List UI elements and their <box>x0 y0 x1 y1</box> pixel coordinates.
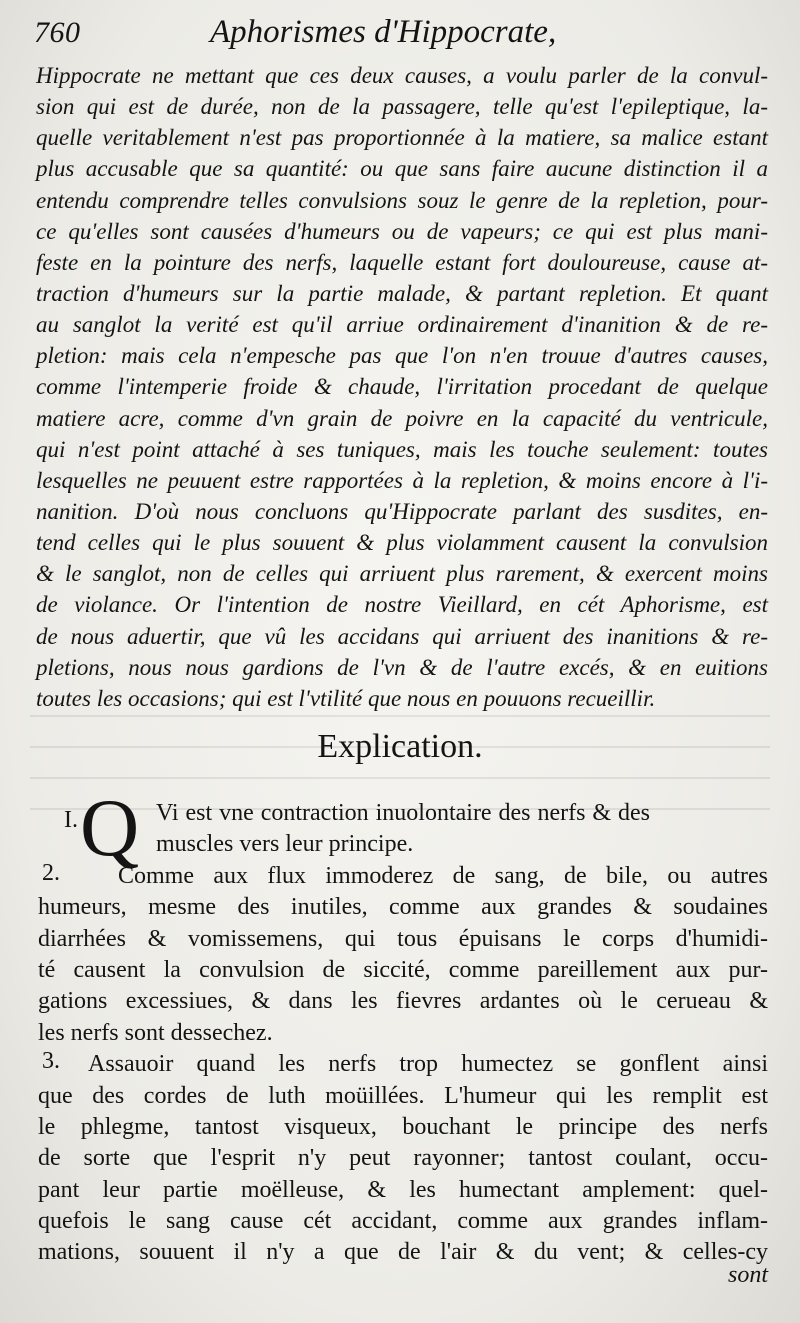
note-line: le phlegme, tantost visqueux, bouchant le principe des nerfs <box>38 1113 768 1140</box>
commentary-line: feste en la pointure des nerfs, laquelle estant fort douloureuse, cause at- <box>36 249 768 275</box>
note-number-3: 3. <box>42 1048 60 1074</box>
note-line: té causent la convulsion de siccité, comme pareillement aux pur- <box>38 956 768 983</box>
commentary-line: traction d'humeurs sur la partie malade, & partant repletion. Et quant <box>36 280 768 306</box>
page-header <box>30 14 760 54</box>
note-line: mations, souuent il n'y a que de l'air & du vent; & celles-cy <box>38 1239 768 1266</box>
commentary-line: au sanglot la verité est qu'il arriue ordinairement d'inanition & de re- <box>36 312 768 338</box>
commentary-line: qui n'est point attaché à ses tuniques, mais les touche seulement: toutes <box>36 436 768 462</box>
commentary-line: plus accusable que sa quantité: ou que sans faire aucune distinction il a <box>36 156 768 182</box>
note-line: gations excessiues, & dans les fievres ardantes où le cerueau & <box>38 988 768 1015</box>
commentary-line: Hippocrate ne mettant que ces deux causes, a voulu parler de la convul- <box>36 63 768 88</box>
commentary-line: entendu comprendre telles convulsions souz le genre de la repletion, pour- <box>36 187 768 213</box>
commentary-line: sion qui est de durée, non de la passagere, telle qu'est l'epileptique, la- <box>36 94 768 120</box>
page-number: 760 <box>34 16 81 49</box>
commentary-line: de violance. Or l'intention de nostre Vieillard, en cét Aphorisme, est <box>36 592 768 618</box>
note-line: muscles vers leur principe. <box>156 831 414 858</box>
note-line: de sorte que l'esprit n'y peut rayonner; tantost coulant, occu- <box>38 1145 768 1172</box>
note-line: diarrhées & vomissemens, qui tous épuisans le corps d'humidi- <box>38 925 768 952</box>
commentary-line: pletion: mais cela n'empesche pas que l'on n'en trouue d'autres causes, <box>36 343 768 369</box>
note-line: les nerfs sont dessechez. <box>38 1019 273 1046</box>
commentary-line: de nous aduertir, que vû les accidans qui arriuent des inanitions & re- <box>36 623 768 649</box>
note-line: Assauoir quand les nerfs trop humectez se gonflent ainsi <box>88 1051 768 1078</box>
note-number-2: 2. <box>42 860 60 886</box>
note-line: pant leur partie moëlleuse, & les humectant amplement: quel- <box>38 1176 768 1203</box>
note-line: quefois le sang cause cét accidant, comme aux grandes inflam- <box>38 1208 768 1235</box>
commentary-line: matiere acre, comme d'vn grain de poivre en la capacité du ventricule, <box>36 405 768 431</box>
note-line: humeurs, mesme des inutiles, comme aux grandes & soudaines <box>38 894 768 921</box>
commentary-line: pletions, nous nous gardions de l'vn & de l'autre excés, & en euitions <box>36 654 768 680</box>
note-number-1: I. <box>64 807 78 833</box>
catchword: sont <box>727 1262 768 1288</box>
explication-notes <box>38 798 768 1269</box>
commentary-italic-paragraph <box>36 60 768 714</box>
commentary-line: nanition. D'où nous concluons qu'Hippocrate parlant des susdites, en- <box>36 498 768 524</box>
drop-cap-letter: Q <box>80 782 140 873</box>
commentary-line: & le sanglot, non de celles qui arriuent plus rarement, & exercent moins <box>36 561 768 587</box>
running-title: Aphorismes d'Hippocrate, <box>210 14 557 50</box>
commentary-line: tend celles qui le plus souuent & plus violamment causent la convulsion <box>36 530 768 556</box>
note-line: que des cordes de luth moüillées. L'humeur qui les remplit est <box>38 1082 768 1109</box>
note-line: Vi est vne contraction inuolontaire des nerfs & des <box>156 800 650 826</box>
note-line: Comme aux flux immoderez de sang, de bile, ou autres <box>118 862 768 889</box>
section-title: Explication. <box>317 728 483 765</box>
commentary-line: comme l'intemperie froide & chaude, l'irritation procedant de quelque <box>36 374 768 400</box>
commentary-line: toutes les occasions; qui est l'vtilité que nous en pouuons recueillir. <box>36 685 656 711</box>
commentary-line: ce qu'elles sont causées d'humeurs ou de vapeurs; ce qui est plus mani- <box>36 218 768 244</box>
commentary-line: lesquelles ne peuuent estre rapportées à la repletion, & moins encore à l'i- <box>36 467 768 493</box>
commentary-line: quelle veritablement n'est pas proportionnée à la matiere, sa malice estant <box>36 125 768 151</box>
